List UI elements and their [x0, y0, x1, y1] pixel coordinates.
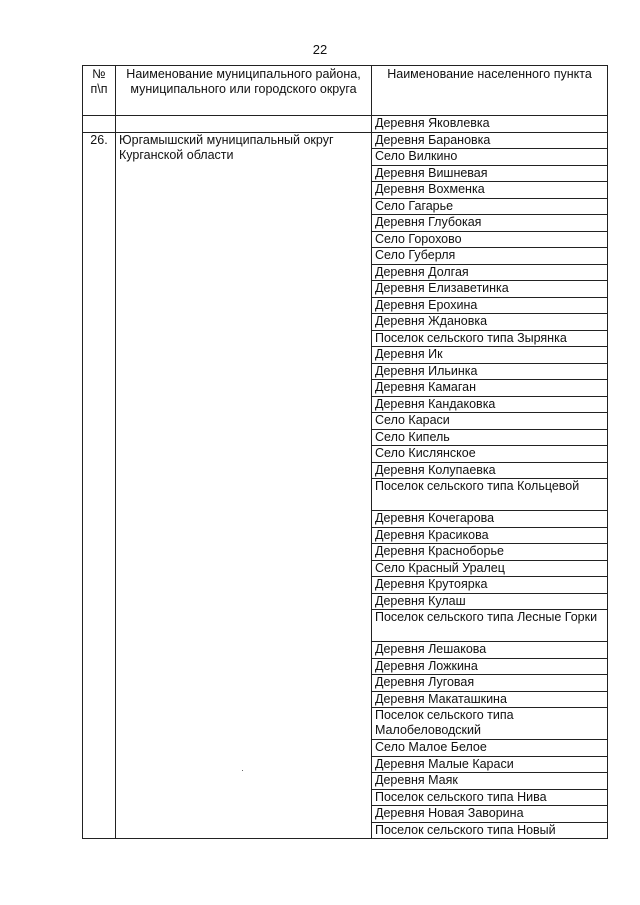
- settlement-cell: Деревня Малые Караси: [372, 756, 608, 773]
- table-body: [83, 116, 608, 839]
- settlement-cell: Деревня Кочегарова: [372, 511, 608, 528]
- header-num: № п\п: [83, 66, 116, 116]
- settlement-cell: Деревня Елизаветинка: [372, 281, 608, 298]
- settlement-cell: Поселок сельского типа Лесные Горки: [372, 610, 608, 642]
- settlement-cell: Поселок сельского типа Малобеловодский: [372, 708, 608, 740]
- settlement-cell: Деревня Барановка: [372, 132, 608, 149]
- table-header-row: [83, 66, 608, 116]
- settlement-cell: Деревня Камаган: [372, 380, 608, 397]
- settlement-cell: Село Кислянское: [372, 446, 608, 463]
- settlement-cell: Деревня Красноборье: [372, 544, 608, 561]
- settlement-cell: Село Караси: [372, 413, 608, 430]
- settlement-cell: Поселок сельского типа Зырянка: [372, 330, 608, 347]
- settlement-cell: Село Вилкино: [372, 149, 608, 166]
- settlement-cell: Деревня Вишневая: [372, 165, 608, 182]
- table-row: [83, 116, 608, 133]
- settlement-cell: Деревня Вохменка: [372, 182, 608, 199]
- stray-mark: [242, 770, 243, 771]
- empty-cell: [83, 116, 116, 133]
- settlement-cell: Деревня Колупаевка: [372, 462, 608, 479]
- settlement-cell: Деревня Крутоярка: [372, 577, 608, 594]
- settlement-cell: Деревня Ик: [372, 347, 608, 364]
- settlement-cell: Деревня Кандаковка: [372, 396, 608, 413]
- settlement-cell: Село Кипель: [372, 429, 608, 446]
- settlement-cell: Деревня Ильинка: [372, 363, 608, 380]
- settlement-cell: Поселок сельского типа Кольцевой: [372, 479, 608, 511]
- empty-cell: [116, 116, 372, 133]
- page-number: 22: [312, 42, 328, 57]
- settlement-cell: Село Горохово: [372, 231, 608, 248]
- settlements-table: [82, 65, 608, 839]
- settlement-cell: Деревня Макаташкина: [372, 691, 608, 708]
- header-district: Наименование муниципального района, муниципального или городского округа: [116, 66, 372, 116]
- header-settlement: Наименование населенного пункта: [372, 66, 608, 116]
- settlement-cell: Поселок сельского типа Нива: [372, 789, 608, 806]
- settlement-cell: Деревня Ждановка: [372, 314, 608, 331]
- settlement-cell: Деревня Луговая: [372, 675, 608, 692]
- row-number: 26.: [83, 132, 116, 839]
- settlement-cell: Деревня Новая Заворина: [372, 806, 608, 823]
- settlement-cell: Село Губерля: [372, 248, 608, 265]
- settlement-cell: Деревня Маяк: [372, 773, 608, 790]
- settlement-cell: Деревня Ерохина: [372, 297, 608, 314]
- settlement-cell: Село Гагарье: [372, 198, 608, 215]
- settlement-cell: Деревня Долгая: [372, 264, 608, 281]
- settlement-cell: Село Малое Белое: [372, 740, 608, 757]
- settlement-cell: Деревня Лешакова: [372, 642, 608, 659]
- settlement-cell: Деревня Яковлевка: [372, 116, 608, 133]
- district-name: Юргамышский муниципальный округ Курганской области: [116, 132, 372, 839]
- settlement-cell: Деревня Кулаш: [372, 593, 608, 610]
- settlement-cell: Поселок сельского типа Новый: [372, 822, 608, 839]
- table-row: [83, 132, 608, 149]
- settlement-cell: Село Красный Уралец: [372, 560, 608, 577]
- settlement-cell: Деревня Глубокая: [372, 215, 608, 232]
- settlement-cell: Деревня Красикова: [372, 527, 608, 544]
- settlement-cell: Деревня Ложкина: [372, 658, 608, 675]
